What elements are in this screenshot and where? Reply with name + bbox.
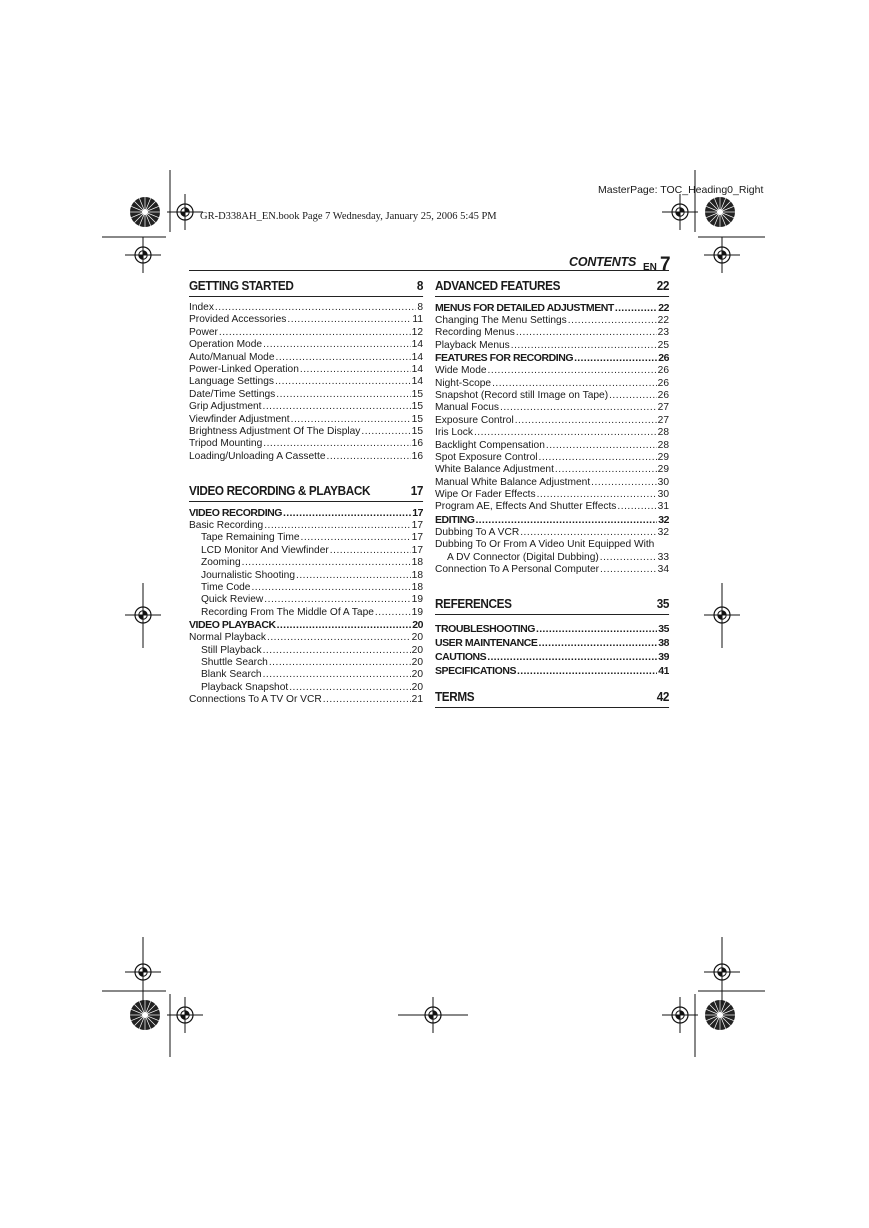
toc-left-column: [189, 272, 423, 707]
subheading-video-playback[interactable]: VIDEO PLAYBACK ..... 20: [189, 619, 423, 632]
subheading-editing[interactable]: EDITING ..... 32: [435, 514, 669, 527]
toc-entry[interactable]: Blank Search ..... 20: [189, 669, 423, 681]
toc-entry[interactable]: Auto/Manual Mode ..... 14: [189, 352, 423, 364]
section-heading-references[interactable]: REFERENCES 35: [435, 590, 669, 615]
toc-entry[interactable]: Connections To A TV Or VCR ..... 21: [189, 694, 423, 706]
language-label: EN: [643, 262, 657, 273]
toc-entry[interactable]: Manual Focus ..... 27: [435, 402, 669, 414]
toc-entry[interactable]: Recording From The Middle Of A Tape ..... 19: [189, 607, 423, 619]
toc-entry[interactable]: White Balance Adjustment ..... 29: [435, 464, 669, 476]
subheading-menus[interactable]: MENUS FOR DETAILED ADJUSTMENT ..... 22: [435, 302, 669, 315]
book-info-line: GR-D338AH_EN.book Page 7 Wednesday, January 25, 2006 5:45 PM: [200, 211, 497, 222]
subheading-features-for-recording[interactable]: FEATURES FOR RECORDING ..... 26: [435, 352, 669, 365]
subheading-video-recording[interactable]: VIDEO RECORDING ..... 17: [189, 507, 423, 520]
toc-entry[interactable]: Still Playback ..... 20: [189, 645, 423, 657]
toc-entry[interactable]: Playback Menus ..... 25: [435, 340, 669, 352]
toc-entry[interactable]: Spot Exposure Control ..... 29: [435, 452, 669, 464]
toc-entry[interactable]: Normal Playback ..... 20: [189, 632, 423, 644]
master-page-label: MasterPage: TOC_Heading0_Right: [598, 184, 764, 196]
toc-entry[interactable]: Language Settings ..... 14: [189, 376, 423, 388]
toc-entry[interactable]: A DV Connector (Digital Dubbing) ..... 33: [435, 552, 669, 564]
page-number: 7: [660, 254, 671, 275]
toc-entry[interactable]: Iris Lock ..... 28: [435, 427, 669, 439]
subheading-cautions[interactable]: CAUTIONS ..... 39: [435, 650, 669, 664]
toc-entry[interactable]: Index ..... 8: [189, 302, 423, 314]
toc-entry[interactable]: Shuttle Search ..... 20: [189, 657, 423, 669]
toc-entry-wrapped-first-line[interactable]: Dubbing To Or From A Video Unit Equipped With: [435, 539, 655, 551]
toc-entry[interactable]: Wipe Or Fader Effects ..... 30: [435, 489, 669, 501]
subheading-troubleshooting[interactable]: TROUBLESHOOTING ..... 35: [435, 622, 669, 636]
toc-entry[interactable]: Quick Review ..... 19: [189, 594, 423, 606]
subheading-specifications[interactable]: SPECIFICATIONS ..... 41: [435, 664, 669, 678]
toc-entry[interactable]: Brightness Adjustment Of The Display ..... 15: [189, 426, 423, 438]
toc-entry[interactable]: Date/Time Settings ..... 15: [189, 389, 423, 401]
toc-entry[interactable]: Program AE, Effects And Shutter Effects ..... 31: [435, 501, 669, 513]
header-rule: [189, 270, 669, 271]
toc-entry[interactable]: Grip Adjustment ..... 15: [189, 401, 423, 413]
subheading-user-maintenance[interactable]: USER MAINTENANCE ..... 38: [435, 636, 669, 650]
toc-entry[interactable]: Manual White Balance Adjustment ..... 30: [435, 477, 669, 489]
toc-entry[interactable]: Loading/Unloading A Cassette ..... 16: [189, 451, 423, 463]
toc-entry[interactable]: Exposure Control ..... 27: [435, 415, 669, 427]
toc-entry[interactable]: Playback Snapshot ..... 20: [189, 682, 423, 694]
toc-entry[interactable]: Zooming ..... 18: [189, 557, 423, 569]
toc-entry[interactable]: Tripod Mounting ..... 16: [189, 438, 423, 450]
video-recording-playback-list: [189, 507, 423, 706]
toc-entry[interactable]: Night-Scope ..... 26: [435, 378, 669, 390]
toc-entry[interactable]: LCD Monitor And Viewfinder ..... 17: [189, 545, 423, 557]
toc-entry[interactable]: Snapshot (Record still Image on Tape) ..... 26: [435, 390, 669, 402]
toc-entry[interactable]: Power-Linked Operation ..... 14: [189, 364, 423, 376]
toc-entry[interactable]: Changing The Menu Settings ..... 22: [435, 315, 669, 327]
section-heading-getting-started[interactable]: GETTING STARTED 8: [189, 272, 423, 297]
toc-entry[interactable]: Time Code ..... 18: [189, 582, 423, 594]
toc-entry[interactable]: Wide Mode ..... 26: [435, 365, 669, 377]
toc-entry[interactable]: Connection To A Personal Computer ..... 34: [435, 564, 669, 576]
toc-entry[interactable]: Tape Remaining Time ..... 17: [189, 532, 423, 544]
section-heading-advanced-features[interactable]: ADVANCED FEATURES 22: [435, 272, 669, 297]
advanced-features-list: [435, 302, 669, 576]
toc-entry[interactable]: Operation Mode ..... 14: [189, 339, 423, 351]
getting-started-list: [189, 302, 423, 463]
toc-entry[interactable]: Journalistic Shooting ..... 18: [189, 570, 423, 582]
toc-entry[interactable]: Viewfinder Adjustment ..... 15: [189, 414, 423, 426]
toc-entry[interactable]: Provided Accessories ..... 11: [189, 314, 423, 326]
toc-entry[interactable]: Recording Menus ..... 23: [435, 327, 669, 339]
toc-entry[interactable]: Power ..... 12: [189, 327, 423, 339]
toc-right-column: [435, 272, 669, 713]
references-list: [435, 620, 669, 678]
contents-label: CONTENTS: [569, 255, 637, 269]
section-heading-terms[interactable]: TERMS 42: [435, 683, 669, 708]
section-heading-video-recording-playback[interactable]: VIDEO RECORDING & PLAYBACK 17: [189, 477, 423, 502]
toc-entry[interactable]: Dubbing To A VCR ..... 32: [435, 527, 669, 539]
toc-entry[interactable]: Basic Recording ..... 17: [189, 520, 423, 532]
toc-entry[interactable]: Backlight Compensation ..... 28: [435, 440, 669, 452]
